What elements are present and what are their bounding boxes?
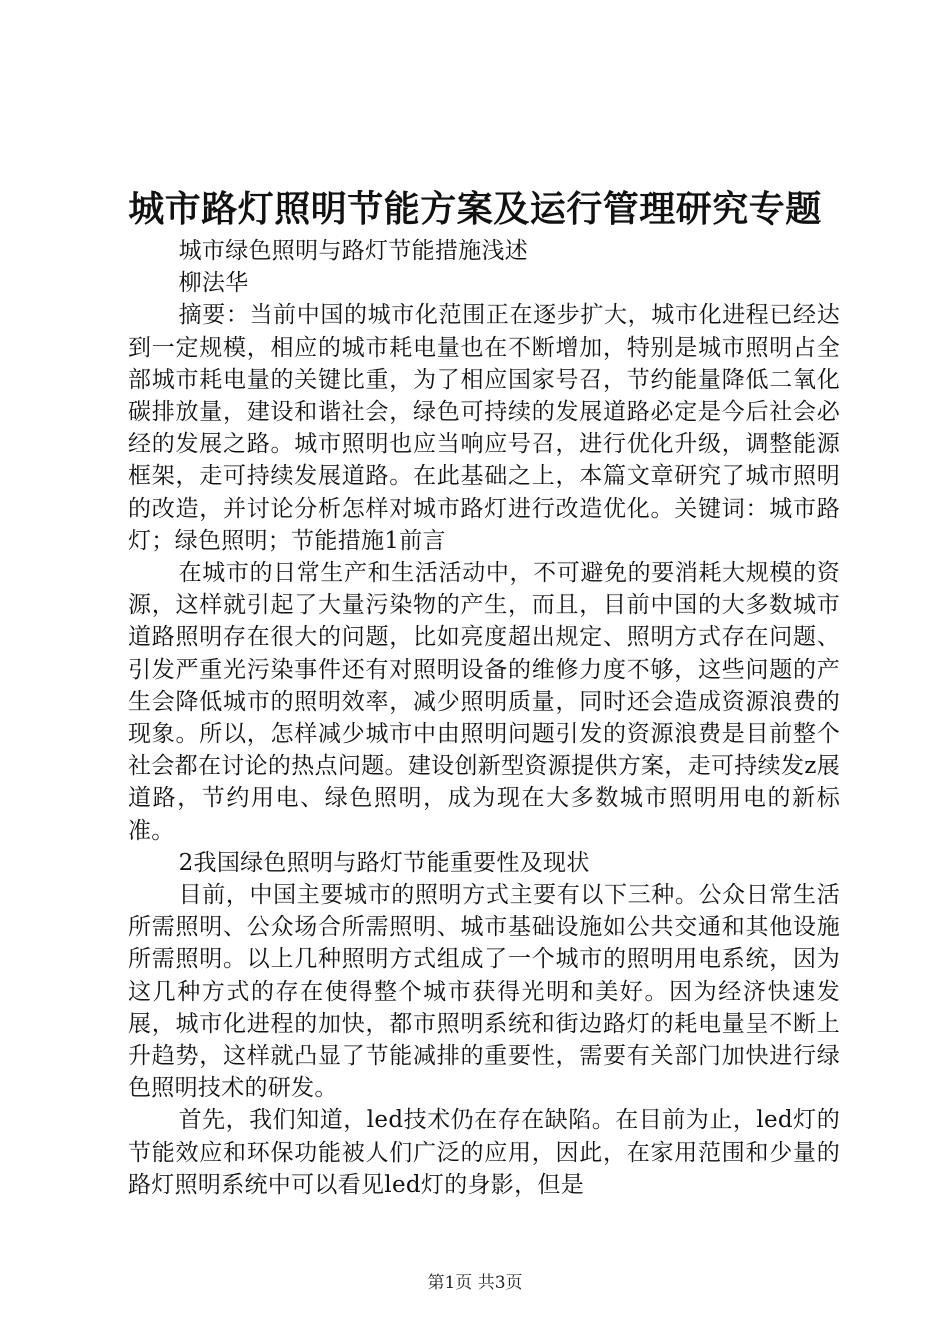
document-title: 城市路灯照明节能方案及运行管理研究专题 bbox=[128, 188, 822, 230]
document-body bbox=[128, 235, 840, 1201]
paragraph-led: 首先，我们知道，led技术仍在存在缺陷。在目前为止，led灯的节能效应和环保功能被人们广泛的应用，因此，在家用范围和少量的路灯照明系统中可以看见led灯的身影，但是 bbox=[128, 1107, 840, 1198]
paragraph-intro: 在城市的日常生产和生活活动中，不可避免的要消耗大规模的资源，这样就引起了大量污染物的产生，而且，目前中国的大多数城市道路照明存在很大的问题，比如亮度超出规定、照明方式存在问题、引发严重光污染事件还有对照明设备的维修力度不够，这些问题的产生会降低城市的照明效率，减少照明质量，同时还会造成资源浪费的现象。所以，怎样减少城市中由照明问题引发的资源浪费是目前整个社会都在讨论的热点问题。建设创新型资源提供方案，走可持续发z展道路，节约用电、绿色照明，成为现在大多数城市照明用电的新标准。 bbox=[128, 560, 840, 844]
page-footer: 第1页 共3页 bbox=[427, 1273, 523, 1293]
paragraph-status: 目前，中国主要城市的照明方式主要有以下三种。公众日常生活所需照明、公众场合所需照明、城市基础设施如公共交通和其他设施所需照明。以上几种照明方式组成了一个城市的照明用电系统，因为这几种方式的存在使得整个城市获得光明和美好。因为经济快速发展，城市化进程的加快，都市照明系统和街边路灯的耗电量呈不断上升趋势，这样就凸显了节能减排的重要性，需要有关部门加快进行绿色照明技术的研发。 bbox=[128, 882, 840, 1102]
paragraph-abstract: 摘要：当前中国的城市化范围正在逐步扩大，城市化进程已经达到一定规模，相应的城市耗电量也在不断增加，特别是城市照明占全部城市耗电量的关键比重，为了相应国家号召，节约能量降低二氧化碳排放量，建设和谐社会，绿色可持续的发展道路必定是今后社会必经的发展之路。城市照明也应当响应号召，进行优化升级，调整能源框架，走可持续发展道路。在此基础之上，本篇文章研究了城市照明的改造，并讨论分析怎样对城市路灯进行改造优化。关键词：城市路灯；绿色照明；节能措施1前言 bbox=[128, 302, 840, 554]
document-subtitle: 城市绿色照明与路灯节能措施浅述 bbox=[178, 238, 529, 264]
section-heading: 2我国绿色照明与路灯节能重要性及现状 bbox=[178, 849, 590, 876]
document-author: 柳法华 bbox=[178, 270, 249, 297]
